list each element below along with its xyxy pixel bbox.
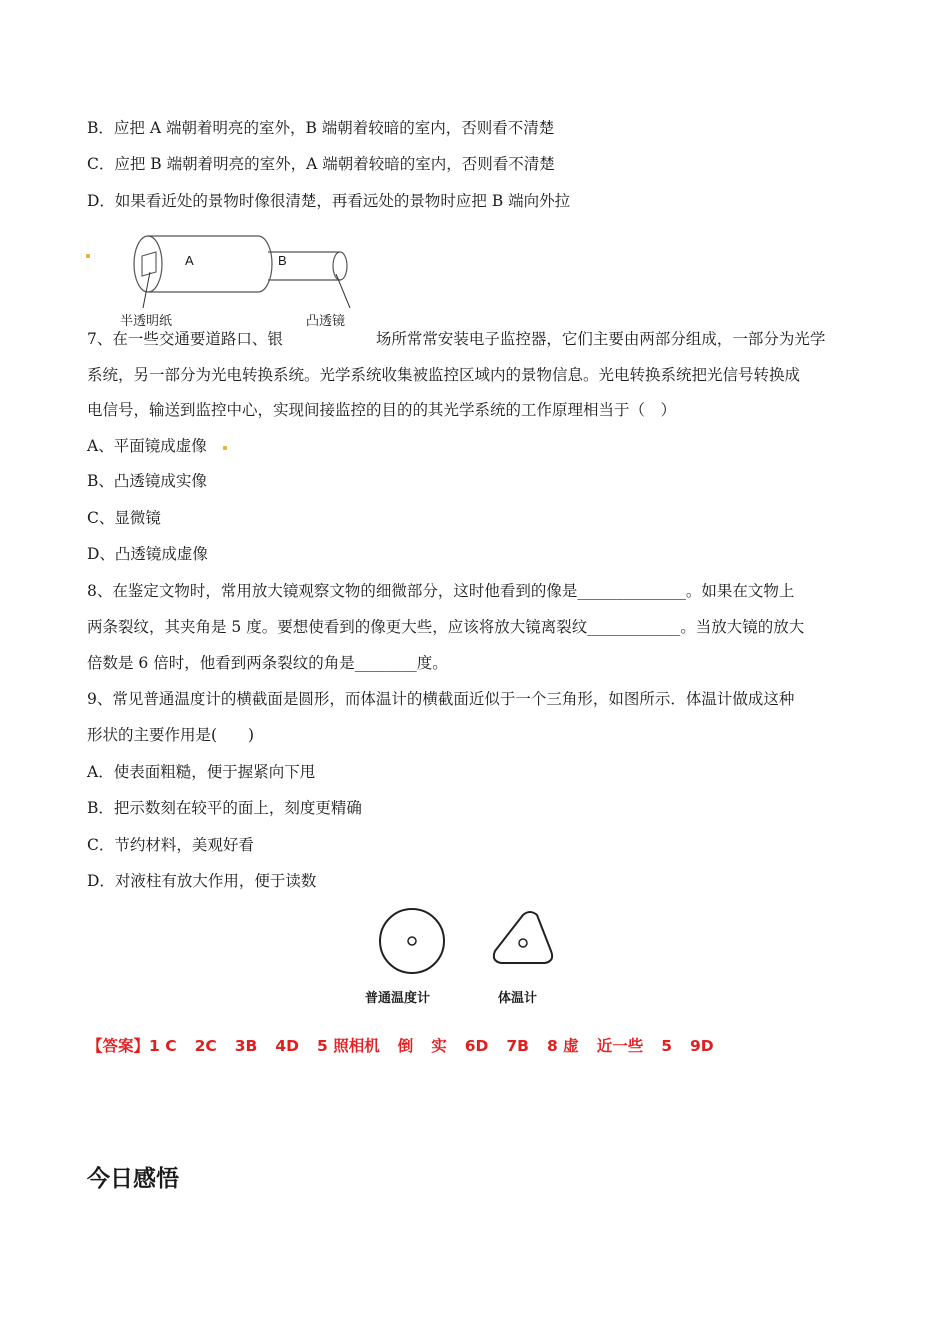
q6-option-c: C．应把 B 端朝着明亮的室外，A 端朝着较暗的室内，否则看不清楚 [87, 155, 555, 173]
answer-item: 5 [661, 1037, 672, 1055]
answer-items [149, 1034, 732, 1056]
q8-line-3: 倍数是 6 倍时，他看到两条裂纹的角是________度。 [87, 654, 448, 672]
answer-line [87, 1034, 732, 1056]
translucent-paper-caption: 半透明纸 [120, 314, 173, 329]
q7-line-3: 电信号，输送到监控中心，实现间接监控的目的的其光学系统的工作原理相当于（ ） [87, 401, 677, 419]
convex-lens-caption: 凸透镜 [306, 314, 346, 329]
q9-line-1: 9、常见普通温度计的横截面是圆形，而体温计的横截面近似于一个三角形，如图所示．体温计做成这种 [87, 690, 795, 708]
q7-option-d: D、凸透镜成虚像 [87, 545, 208, 563]
q9-option-b: B．把示数刻在较平的面上，刻度更精确 [87, 799, 362, 817]
answer-item: 2C [194, 1037, 217, 1055]
q6-option-b: B．应把 A 端朝着明亮的室外，B 端朝着较暗的室内，否则看不清楚 [87, 119, 555, 137]
answer-item: 1 C [149, 1037, 177, 1055]
answer-item: 实 [431, 1037, 447, 1055]
q7-option-c: C、显微镜 [87, 509, 161, 527]
q6-option-d: D．如果看近处的景物时像很清楚，再看远处的景物时应把 B 端向外拉 [87, 192, 571, 210]
q8-line-1: 8、在鉴定文物时，常用放大镜观察文物的细微部分，这时他看到的像是______________。如果在文物上 [87, 582, 795, 600]
answer-label: 【答案】 [87, 1037, 150, 1055]
q7-line-2: 系统，另一部分为光电转换系统。光学系统收集被监控区域内的景物信息。光电转换系统把光信号转换成 [87, 366, 801, 384]
answer-item: 9D [690, 1037, 714, 1055]
q7-line-1: 7、在一些交通要道路口、银 场所常常安装电子监控器，它们主要由两部分组成，一部分为光学 [87, 330, 826, 348]
q7-option-b: B、凸透镜成实像 [87, 472, 207, 490]
artifact-dot [86, 254, 90, 258]
answer-item: 5 照相机 [317, 1037, 380, 1055]
q7-option-a: A、平面镜成虚像 [87, 437, 207, 455]
artifact-dot [223, 446, 227, 450]
answer-item: 7B [506, 1037, 529, 1055]
tube-b-label: B [278, 253, 287, 268]
tube-a-label: A [185, 253, 194, 268]
thermometer-cross-sections [365, 905, 575, 985]
q9-option-a: A．使表面粗糙，便于握紧向下甩 [87, 763, 316, 781]
q8-line-2: 两条裂纹，其夹角是 5 度。要想使看到的像更大些，应该将放大镜离裂纹____________。当放大镜的放大 [87, 618, 805, 636]
thermometer-figure [365, 905, 575, 1015]
camera-box-figure [110, 228, 370, 328]
answer-item: 3B [234, 1037, 258, 1055]
answer-item: 8 虚 [547, 1037, 579, 1055]
q9-line-2: 形状的主要作用是( ) [87, 726, 255, 744]
q9-option-c: C．节约材料，美观好看 [87, 836, 254, 854]
section-heading: 今日感悟 [87, 1166, 179, 1192]
ordinary-thermometer-caption: 普通温度计 [365, 991, 431, 1006]
q9-option-d: D．对液柱有放大作用，便于读数 [87, 872, 317, 890]
answer-item: 4D [275, 1037, 300, 1055]
clinical-thermometer-caption: 体温计 [498, 991, 538, 1006]
answer-item: 倒 [397, 1037, 414, 1055]
answer-item: 6D [464, 1037, 489, 1055]
answer-item: 近一些 [596, 1037, 644, 1055]
